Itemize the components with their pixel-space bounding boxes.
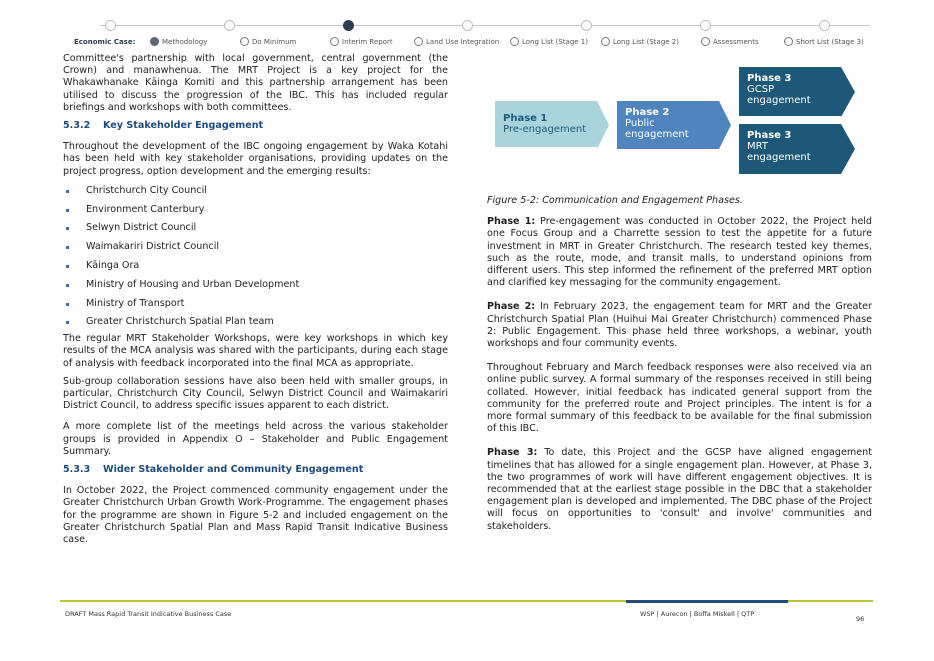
list-item: Ministry of Housing and Urban Development: [63, 276, 448, 295]
radio-icon: [150, 37, 159, 46]
figure-caption: Figure 5-2: Communication and Engagement Phases.: [487, 195, 743, 206]
phase-2-label: Phase 2:: [487, 301, 536, 313]
footer-accent-bar: [626, 600, 788, 603]
radio-icon: [414, 37, 423, 46]
paragraph: Throughout the development of the IBC ongoing engagement by Waka Kotahi has been held with key stakeholder organisations, providing updates on the project progress, option development and the emerging results:: [63, 141, 448, 177]
bullet-icon: [66, 246, 69, 249]
nav-item-do-minimum[interactable]: Do Minimum: [240, 37, 296, 46]
right-column: [487, 195, 872, 533]
tracker-line: [100, 25, 870, 26]
intro-paragraph: Committee's partnership with local government, central government (the Crown) and manawhenua. The MRT Project is a key project for the Whakawhanake Kāinga Komiti and this partnership arrangement has been utilised to discuss the progression of the IBC. This has included regular briefings and workshops with both committees.: [63, 53, 448, 113]
list-item: Kāinga Ora: [63, 257, 448, 276]
feedback-paragraph: Throughout February and March feedback responses were also received via an online public survey. A formal summary of the responses received in still being collated. However, initial feedback has indicated general support from the community for the preferred route and Project principles. The intent is for a more formal summary of this feedback to be available for the final submission of this IBC.: [487, 362, 872, 435]
section-5-3-3-heading: 5.3.3 Wider Stakeholder and Community Engagement: [63, 464, 364, 476]
phase-3-gcsp-box: Phase 3 GCSP engagement: [739, 67, 841, 116]
radio-icon: [240, 37, 249, 46]
list-item: Greater Christchurch Spatial Plan team: [63, 313, 448, 332]
radio-icon: [784, 37, 793, 46]
radio-icon: [330, 37, 339, 46]
list-item: Christchurch City Council: [63, 182, 448, 201]
radio-icon: [510, 37, 519, 46]
bullet-icon: [66, 284, 69, 287]
bullet-icon: [66, 321, 69, 324]
bullet-icon: [66, 190, 69, 193]
phase-3-mrt-arrow-icon: [841, 124, 855, 174]
tracker-step-2[interactable]: [224, 20, 235, 31]
tracker-step-4[interactable]: [462, 20, 473, 31]
phase-3-mrt-box: Phase 3 MRT engagement: [739, 124, 841, 174]
phase-3-paragraph: Phase 3: To date, this Project and the GCSP have aligned engagement timelines that has allowed for a single engagement plan. However, at Phase 3, the two programmes of work will have different engagement objectives. It is recommended that at the earliest stage possible in the DBC that a stakeholder engagement plan is developed and implemented. The DBC phase of the Project will focus on opportunities to 'consult' and involve' communities and stakeholders.: [487, 447, 872, 532]
phase-1-arrow-icon: [597, 101, 609, 149]
paragraph: The regular MRT Stakeholder Workshops, were key workshops in which key results of the MCA analysis was shared with the participants, during each stage of analysis with feedback incorporated into the final MCA as appropriate.: [63, 333, 448, 369]
footer-authors: WSP | Aurecon | Boffa Miskell | QTP: [640, 610, 755, 618]
stakeholder-list: [63, 182, 448, 332]
paragraph: In October 2022, the Project commenced community engagement under the Greater Christchurch Urban Growth Work-Programme. The engagement phases for the programme are shown in Figure 5-2 and included engagement on the Greater Christchurch Spatial Plan and Mass Rapid Transit Indicative Business case.: [63, 485, 448, 546]
progress-tracker: [100, 17, 870, 29]
list-item: Environment Canterbury: [63, 201, 448, 220]
nav-item-land-use-integration[interactable]: Land Use Integration: [414, 37, 499, 46]
radio-icon: [601, 37, 610, 46]
bullet-icon: [66, 209, 69, 212]
phase-2-box: Phase 2 Public engagement: [617, 101, 719, 149]
bullet-icon: [66, 227, 69, 230]
bullet-icon: [66, 303, 69, 306]
nav-item-short-list-stage-3[interactable]: Short List (Stage 3): [784, 37, 864, 46]
phase-3-label: Phase 3:: [487, 447, 538, 459]
footer-document-title: DRAFT Mass Rapid Transit Indicative Business Case: [65, 610, 232, 618]
left-column: [63, 53, 448, 546]
paragraph: Sub-group collaboration sessions have also been held with smaller groups, in particular, Christchurch City Council, Selwyn District Council and Waimakariri District Council, to address specific issues apparent to each district.: [63, 375, 448, 412]
tracker-step-5[interactable]: [581, 20, 592, 31]
tracker-step-3-current[interactable]: [343, 20, 354, 31]
phase-1-label: Phase 1:: [487, 216, 536, 228]
list-item: Selwyn District Council: [63, 219, 448, 238]
phase-1-paragraph: Phase 1: Pre-engagement was conducted in October 2022, the Project held one Focus Group and a Charrette session to test the appetite for a future investment in MRT in Greater Christchurch. The research tested key themes, such as the route, mode, and transit malls, to understand opinions from different users. This step informed the refinement of the preferred MRT option and clarified key messaging for the community engagement.: [487, 216, 873, 289]
bullet-icon: [66, 265, 69, 268]
nav-item-long-list-stage-1[interactable]: Long List (Stage 1): [510, 37, 588, 46]
tracker-step-6[interactable]: [700, 20, 711, 31]
nav-item-interim-report[interactable]: Interim Report: [330, 37, 393, 46]
list-item: Ministry of Transport: [63, 295, 448, 314]
paragraph: A more complete list of the meetings held across the various stakeholder groups is provided in Appendix O – Stakeholder and Public Engagement Summary.: [63, 421, 448, 457]
phase-2-paragraph: Phase 2: In February 2023, the engagement team for MRT and the Greater Christchurch Spatial Plan (Huihui Mai Greater Christchurch) commenced Phase 2: Public Engagement. This phase held three workshops, a webinar, youth workshops and four community events.: [487, 301, 872, 350]
page-number: 96: [856, 615, 865, 623]
tracker-step-7[interactable]: [819, 20, 830, 31]
nav-item-long-list-stage-2[interactable]: Long List (Stage 2): [601, 37, 679, 46]
section-5-3-2-heading: 5.3.2 Key Stakeholder Engagement: [63, 120, 264, 132]
radio-icon: [701, 37, 710, 46]
nav-item-assessments[interactable]: Assessments: [701, 37, 759, 46]
phase-1-box: Phase 1 Pre-engagement: [495, 101, 597, 147]
nav-item-methodology[interactable]: Methodology: [150, 37, 207, 46]
phase-3-gcsp-arrow-icon: [841, 67, 855, 117]
nav-title: Economic Case:: [74, 38, 136, 46]
phase-2-arrow-icon: [719, 101, 731, 149]
tracker-step-1[interactable]: [105, 20, 116, 31]
list-item: Waimakariri District Council: [63, 238, 448, 257]
